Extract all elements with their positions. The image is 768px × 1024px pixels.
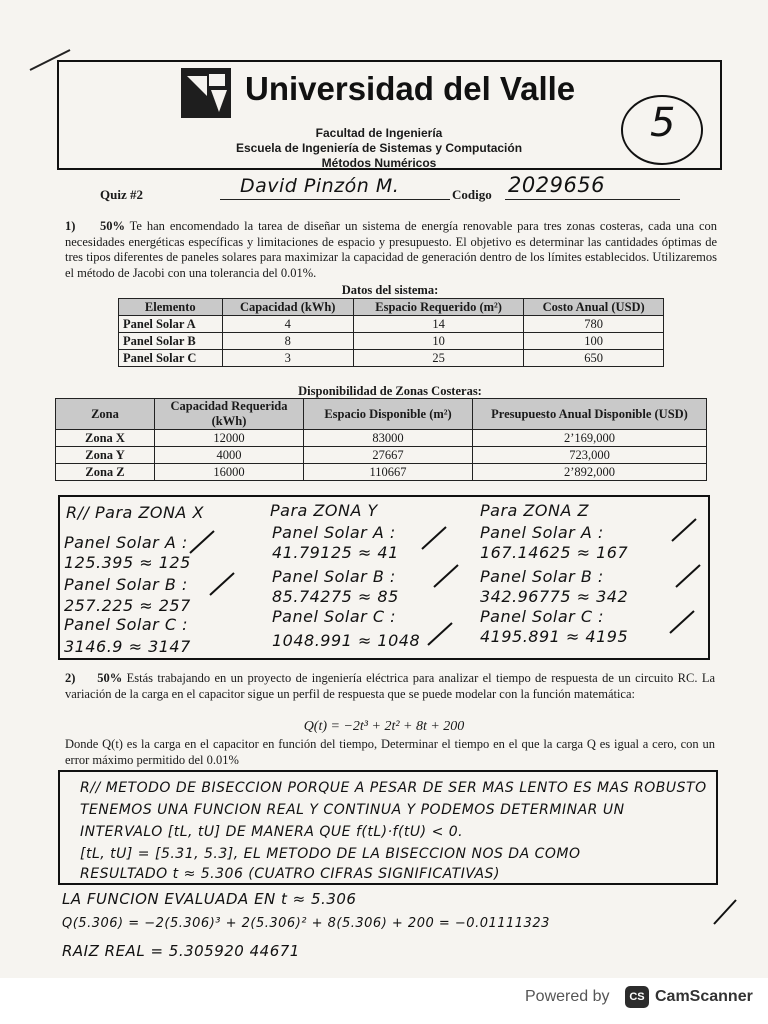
check-mark-icon (188, 529, 218, 557)
table-cell: 3 (222, 350, 353, 367)
check-mark-icon (712, 898, 740, 928)
table-row (56, 464, 707, 481)
zone-y-c-label: Panel Solar C : (272, 607, 396, 626)
zone-y-b-label: Panel Solar B : (272, 567, 396, 586)
table-row (56, 447, 707, 464)
table-cell: 780 (524, 316, 664, 333)
check-mark-icon (420, 525, 450, 553)
table-row (119, 350, 664, 367)
school-name: Escuela de Ingeniería de Sistemas y Computación (235, 141, 523, 155)
table-cell: Zona Z (56, 464, 155, 481)
answer2-line: INTERVALO [tL, tU] DE MANERA QUE f(tL)·f(tU) < 0. (80, 824, 464, 840)
evaluation-formula: Q(5.306) = −2(5.306)³ + 2(5.306)² + 8(5.306) + 200 = −0.01111323 (62, 916, 550, 931)
zone-z-b-label: Panel Solar B : (480, 567, 604, 586)
problem1-text (65, 219, 717, 281)
problem2-text (65, 671, 715, 702)
zone-z-a-value: 167.14625 ≈ 167 (480, 543, 629, 562)
quiz-info-line (100, 175, 720, 205)
root-value: RAIZ REAL = 5.305920 44671 (62, 942, 300, 960)
codigo-underline (505, 199, 680, 200)
table-cell: 723,000 (473, 447, 707, 464)
table-cell: Zona X (56, 430, 155, 447)
powered-by-label: Powered by (525, 988, 610, 1005)
name-underline (220, 199, 450, 200)
faculty-name: Facultad de Ingeniería (315, 126, 443, 140)
zone-x-b-label: Panel Solar B : (64, 575, 188, 594)
answer2-line: [tL, tU] = [5.31, 5.3], EL METODO DE LA BISECCION NOS DA COMO (80, 846, 581, 862)
table-header: Costo Anual (USD) (524, 299, 664, 316)
zone-z-title: Para ZONA Z (480, 501, 589, 520)
table-cell: Panel Solar B (119, 333, 223, 350)
zone-z-a-label: Panel Solar A : (480, 523, 604, 542)
problem2-question: Donde Q(t) es la carga en el capacitor en función del tiempo, Determinar el tiempo en el que la carga Q es igual a cero, con un error máximo permitido del 0.01% (65, 737, 715, 767)
table-header: Capacidad Requerida (kWh) (155, 399, 304, 430)
grade-value: 5 (650, 100, 676, 146)
check-mark-icon (668, 609, 698, 637)
evaluation-line: LA FUNCION EVALUADA EN t ≈ 5.306 (62, 890, 357, 908)
table-cell: 16000 (155, 464, 304, 481)
zone-y-a-value: 41.79125 ≈ 41 (272, 543, 399, 562)
zone-y-b-value: 85.74275 ≈ 85 (272, 587, 399, 606)
table-cell: 8 (222, 333, 353, 350)
problem1-number: 1) (65, 219, 76, 233)
table-cell: 2’169,000 (473, 430, 707, 447)
table-header: Espacio Requerido (m²) (353, 299, 523, 316)
table-row (56, 430, 707, 447)
table-cell: 14 (353, 316, 523, 333)
table-cell: 4000 (155, 447, 304, 464)
zone-y-a-label: Panel Solar A : (272, 523, 396, 542)
camscanner-logo-icon: CS (625, 986, 649, 1008)
problem2-number: 2) (65, 671, 76, 685)
table-header: Presupuesto Anual Disponible (USD) (473, 399, 707, 430)
table-cell: 83000 (304, 430, 473, 447)
table-header: Elemento (119, 299, 223, 316)
codigo-value: 2029656 (508, 173, 606, 197)
zone-x-c-value: 3146.9 ≈ 3147 (64, 637, 191, 656)
answer2-line: RESULTADO t ≈ 5.306 (CUATRO CIFRAS SIGNIFICATIVAS) (80, 866, 500, 882)
codigo-label: Codigo (452, 187, 492, 202)
zone-z-c-label: Panel Solar C : (480, 607, 604, 626)
table-cell: Panel Solar C (119, 350, 223, 367)
table-row (119, 299, 664, 316)
problem2-statement: Estás trabajando en un proyecto de ingeniería eléctrica para analizar el tiempo de respuesta de un circuito RC. La variación de la carga en el capacitor sigue un perfil de respuesta que se puede modelar con la función matemática: (65, 671, 716, 701)
table-header: Capacidad (kWh) (222, 299, 353, 316)
table-header: Zona (56, 399, 155, 430)
table-row (56, 399, 707, 430)
zone-z-c-value: 4195.891 ≈ 4195 (480, 627, 629, 646)
check-mark-icon (426, 621, 456, 649)
answer2-line: R// METODO DE BISECCION PORQUE A PESAR DE SER MAS LENTO ES MAS ROBUSTO (80, 780, 707, 796)
zone-x-a-label: Panel Solar A : (64, 533, 188, 552)
university-title: Universidad del Valle (245, 70, 576, 107)
table-row (119, 333, 664, 350)
table-cell: 12000 (155, 430, 304, 447)
check-mark-icon (432, 563, 462, 591)
table-cell: 110667 (304, 464, 473, 481)
problem2-weight: 50% (97, 671, 123, 685)
answer1-box (58, 495, 710, 660)
check-mark-icon (208, 571, 238, 599)
quiz-label: Quiz #2 (100, 187, 143, 202)
check-mark-icon (674, 563, 704, 591)
university-logo-icon (181, 68, 231, 118)
table-cell: Zona Y (56, 447, 155, 464)
table-header: Espacio Disponible (m²) (304, 399, 473, 430)
answer2-box (58, 770, 718, 885)
table-cell: 10 (353, 333, 523, 350)
zone-x-b-value: 257.225 ≈ 257 (64, 596, 191, 615)
table-cell: 2’892,000 (473, 464, 707, 481)
student-name: David Pinzón M. (240, 175, 400, 197)
scanner-footer (0, 978, 768, 1024)
charge-formula: Q(t) = −2t³ + 2t² + 8t + 200 (303, 719, 465, 734)
table-cell: Panel Solar A (119, 316, 223, 333)
zone-y-c-value: 1048.991 ≈ 1048 (272, 631, 421, 650)
table-cell: 4 (222, 316, 353, 333)
problem1-statement: Te han encomendado la tarea de diseñar un sistema de energía renovable para tres zonas costeras, cada una con necesidades energéticas específicas y limitaciones de espacio y presupuesto. El objetivo es determinar las cantidades óptimas de tres tipos diferentes de paneles solares para maximizar la capacidad de generación dentro de los límites establecidos. Utilizaremos el método de Jacobi con una tolerancia del 0.01%. (65, 219, 717, 280)
table-cell: 25 (353, 350, 523, 367)
camscanner-name: CamScanner (655, 988, 753, 1005)
answer2-line: TENEMOS UNA FUNCION REAL Y CONTINUA Y PODEMOS DETERMINAR UN (80, 802, 625, 818)
table-cell: 650 (524, 350, 664, 367)
zones-table (55, 398, 707, 481)
table-row (119, 316, 664, 333)
table1-title: Datos del sistema: (341, 283, 439, 297)
course-name: Métodos Numéricos (321, 156, 437, 170)
faculty-block (219, 126, 539, 171)
table2-title: Disponibilidad de Zonas Costeras: (298, 384, 482, 398)
system-data-table (118, 298, 664, 367)
table-cell: 27667 (304, 447, 473, 464)
table-cell: 100 (524, 333, 664, 350)
zone-x-c-label: Panel Solar C : (64, 615, 188, 634)
zone-y-title: Para ZONA Y (270, 501, 378, 520)
zone-x-title: R// Para ZONA X (66, 503, 204, 522)
check-mark-icon (670, 517, 700, 545)
zone-x-a-value: 125.395 ≈ 125 (64, 553, 191, 572)
problem1-weight: 50% (99, 219, 125, 233)
zone-z-b-value: 342.96775 ≈ 342 (480, 587, 629, 606)
